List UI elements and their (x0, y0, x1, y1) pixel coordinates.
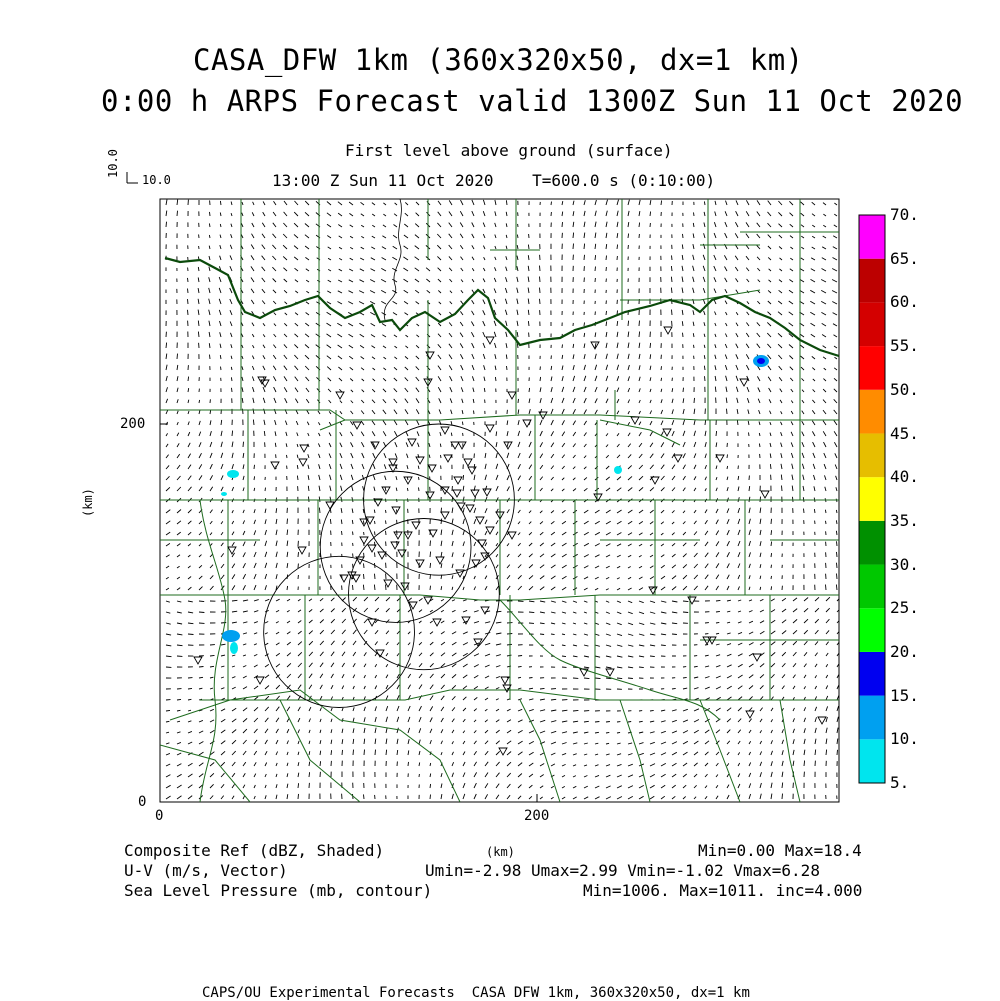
x-tick-200: 200 (524, 808, 550, 824)
vector-key (127, 172, 138, 183)
credit-line: CAPS/OU Experimental Forecasts CASA DFW 1km, 360x320x50, dx=1 km (202, 985, 750, 1001)
colorbar-swatch (859, 390, 885, 434)
colorbar-swatch (859, 477, 885, 521)
title-line-1: CASA_DFW 1km (360x320x50, dx=1 km) (193, 43, 804, 77)
field-label-reflectivity: Composite Ref (dBZ, Shaded) (124, 841, 385, 860)
x-axis-label: (km) (486, 845, 515, 859)
colorbar-label: 25. (890, 598, 919, 618)
valid-time-label: 13:00 Z Sun 11 Oct 2020 T=600.0 s (0:10:00) (272, 171, 716, 190)
vector-key-horizontal-label: 10.0 (142, 173, 171, 187)
y-axis-label: (km) (81, 488, 95, 517)
colorbar-label: 5. (890, 773, 910, 792)
colorbar-label: 30. (890, 554, 919, 574)
x-tick-0: 0 (155, 808, 164, 824)
colorbar-label: 50. (890, 379, 919, 399)
colorbar-swatch (859, 259, 885, 303)
title-line-2: 0:00 h ARPS Forecast valid 1300Z Sun 11 Oct 2020 (101, 84, 964, 118)
vector-key-vertical-label: 10.0 (106, 149, 120, 178)
echo-east (614, 466, 622, 474)
wind-stats: Umin=-2.98 Umax=2.99 Vmin=-1.02 Vmax=6.28 (425, 861, 820, 880)
pressure-stats: Min=1006. Max=1011. inc=4.000 (583, 881, 863, 900)
reflectivity-stats: Min=0.00 Max=18.4 (698, 841, 862, 860)
colorbar-swatch (859, 433, 885, 477)
echo-west-2 (221, 492, 227, 496)
colorbar-swatch (859, 565, 885, 609)
echo-southwest-tail (230, 642, 238, 654)
colorbar-swatch (859, 739, 885, 783)
colorbar-swatch (859, 521, 885, 565)
colorbar-swatch (859, 215, 885, 259)
echo-southwest (222, 630, 240, 642)
echo-west-1 (227, 470, 239, 478)
y-tick-0: 0 (138, 794, 147, 810)
level-label: First level above ground (surface) (345, 141, 673, 160)
colorbar-label: 10. (890, 729, 919, 749)
colorbar-label: 20. (890, 641, 919, 661)
colorbar-swatch (859, 608, 885, 652)
field-label-wind: U-V (m/s, Vector) (124, 861, 288, 880)
colorbar-label: 45. (890, 423, 919, 443)
colorbar-label: 15. (890, 685, 919, 705)
colorbar-label: 70. (890, 205, 919, 224)
colorbar-swatch (859, 652, 885, 696)
colorbar-swatch (859, 302, 885, 346)
colorbar-label: 60. (890, 292, 919, 312)
colorbar-label: 55. (890, 336, 919, 356)
colorbar-swatch (859, 346, 885, 390)
colorbar (859, 215, 885, 783)
colorbar-label: 65. (890, 248, 919, 268)
colorbar-swatch (859, 696, 885, 740)
y-tick-200: 200 (120, 416, 146, 432)
echo-northeast-core (757, 358, 765, 364)
colorbar-label: 35. (890, 510, 919, 530)
colorbar-label: 40. (890, 467, 919, 487)
field-label-pressure: Sea Level Pressure (mb, contour) (124, 881, 433, 900)
